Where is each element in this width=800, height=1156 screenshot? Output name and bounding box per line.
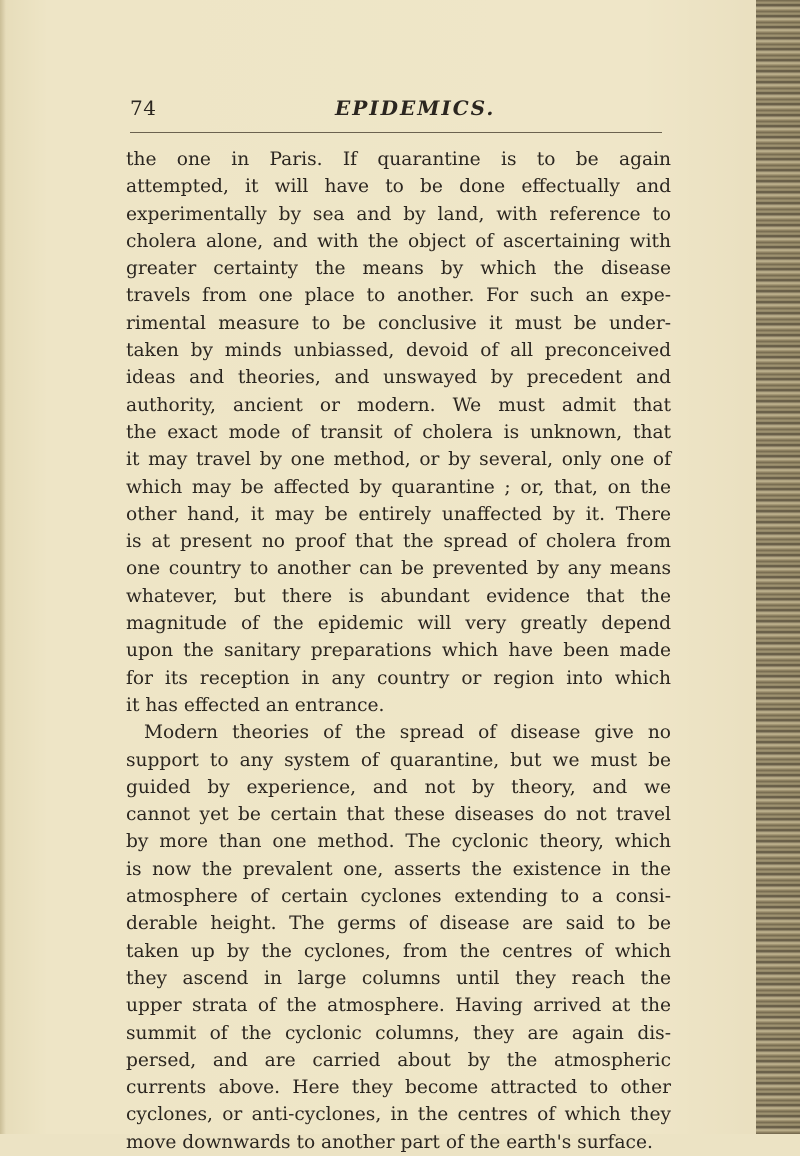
text-line: taken by minds unbiassed, devoid of all preconceived (126, 340, 671, 362)
text-line: it has effected an entrance. (126, 694, 385, 716)
text-line: one country to another can be prevented by any means (126, 558, 671, 580)
text-line: greater certainty the means by which the disease (126, 258, 671, 280)
text-line: cannot yet be certain that these diseases do not travel (126, 804, 671, 826)
page-left-edge (0, 0, 6, 1134)
text-line: the exact mode of transit of cholera is unknown, that (126, 421, 671, 443)
text-line: upon the sanitary preparations which have been made (126, 640, 671, 662)
header-rule (130, 132, 662, 133)
text-line: support to any system of quarantine, but we must be (126, 749, 671, 771)
text-line: rimental measure to be conclusive it must be under- (126, 312, 671, 334)
text-line: magnitude of the epidemic will very greatly depend (126, 613, 671, 635)
text-line: it may travel by one method, or by several, only one of (126, 449, 671, 471)
text-line: other hand, it may be entirely unaffected by it. There (126, 503, 671, 525)
text-line: is at present no proof that the spread of cholera from (126, 531, 671, 553)
text-line: derable height. The germs of disease are said to be (126, 913, 671, 935)
text-line: summit of the cyclonic columns, they are again dis- (126, 1022, 671, 1044)
text-line: upper strata of the atmosphere. Having arrived at the (126, 995, 671, 1017)
text-line: travels from one place to another. For such an expe- (126, 285, 671, 307)
text-line: move downwards to another part of the earth's surface. (126, 1131, 653, 1153)
text-line: attempted, it will have to be done effectually and (126, 176, 671, 198)
page-number: 74 (130, 96, 157, 120)
text-line: currents above. Here they become attracted to other (126, 1077, 671, 1099)
text-line: they ascend in large columns until they reach the (126, 967, 671, 989)
running-head: EPIDEMICS. (335, 96, 496, 120)
text-line: for its reception in any country or region into which (126, 667, 671, 689)
text-line: authority, ancient or modern. We must admit that (126, 394, 671, 416)
text-line: cholera alone, and with the object of ascertaining with (126, 230, 671, 252)
text-line: by more than one method. The cyclonic theory, which (126, 831, 671, 853)
text-line: guided by experience, and not by theory, and we (126, 776, 671, 798)
book-spine-edge (756, 0, 800, 1134)
page-header (130, 96, 660, 126)
text-line: is now the prevalent one, asserts the existence in the (126, 858, 671, 880)
text-line: cyclones, or anti-cyclones, in the centres of which they (126, 1104, 671, 1126)
text-line: ideas and theories, and unswayed by precedent and (126, 367, 671, 389)
text-line: experimentally by sea and by land, with reference to (126, 203, 671, 225)
text-line: Modern theories of the spread of disease give no (144, 722, 671, 744)
text-line: whatever, but there is abundant evidence that the (126, 585, 671, 607)
text-line: which may be affected by quarantine ; or, that, on the (126, 476, 671, 498)
text-line: persed, and are carried about by the atmospheric (126, 1049, 671, 1071)
text-line: atmosphere of certain cyclones extending to a consi- (126, 886, 671, 908)
body-text (126, 146, 671, 1156)
text-line: taken up by the cyclones, from the centres of which (126, 940, 671, 962)
text-line: the one in Paris. If quarantine is to be again (126, 149, 671, 170)
